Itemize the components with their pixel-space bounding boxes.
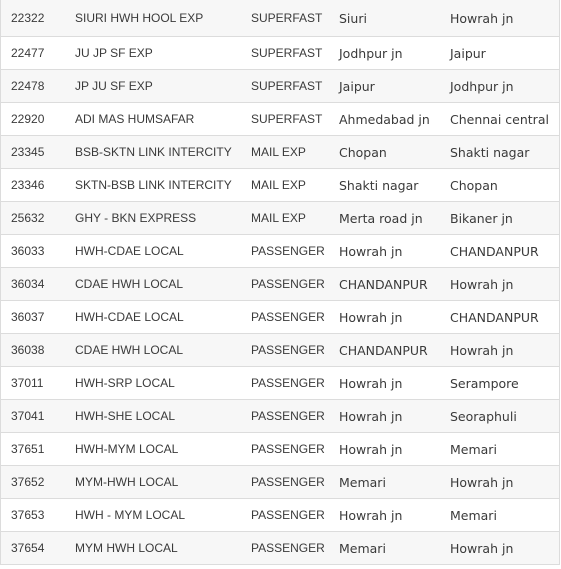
to-station: Chopan <box>450 177 498 193</box>
from-station: Memari <box>339 540 386 556</box>
train-number: 37041 <box>11 409 45 423</box>
table-row[interactable] <box>1 234 559 267</box>
train-type: MAIL EXP <box>251 145 306 159</box>
train-number: 37653 <box>11 508 45 522</box>
train-number: 37011 <box>11 376 44 390</box>
train-number: 36034 <box>11 277 45 291</box>
train-number: 37654 <box>11 541 45 555</box>
train-number: 23345 <box>11 145 45 159</box>
table-row[interactable] <box>1 333 559 366</box>
from-station: Siuri <box>339 10 367 26</box>
train-type: MAIL EXP <box>251 211 306 225</box>
to-station: Memari <box>450 441 497 457</box>
table-row[interactable] <box>1 399 559 432</box>
from-station: Merta road jn <box>339 210 423 226</box>
table-row[interactable] <box>1 201 559 234</box>
train-number: 37651 <box>11 442 45 456</box>
to-station: Jaipur <box>450 45 486 61</box>
table-row[interactable] <box>1 0 559 36</box>
table-row[interactable] <box>1 498 559 531</box>
train-number: 36033 <box>11 244 45 258</box>
from-station: Jaipur <box>339 78 375 94</box>
from-station: CHANDANPUR <box>339 276 428 292</box>
table-row[interactable] <box>1 102 559 135</box>
train-number: 36037 <box>11 310 45 324</box>
train-type: PASSENGER <box>251 310 325 324</box>
train-number: 22322 <box>11 11 45 25</box>
train-name: HWH-SHE LOCAL <box>75 409 176 423</box>
table-row[interactable] <box>1 168 559 201</box>
to-station: Serampore <box>450 375 519 391</box>
train-name: GHY - BKN EXPRESS <box>75 211 197 225</box>
table-row[interactable] <box>1 69 559 102</box>
to-station: Memari <box>450 507 497 523</box>
train-type: PASSENGER <box>251 277 325 291</box>
to-station: Jodhpur jn <box>450 78 514 94</box>
train-type: PASSENGER <box>251 442 325 456</box>
train-type: PASSENGER <box>251 376 325 390</box>
table-row[interactable] <box>1 267 559 300</box>
train-name: MYM-HWH LOCAL <box>75 475 179 489</box>
from-station: Howrah jn <box>339 408 403 424</box>
train-name: MYM HWH LOCAL <box>75 541 178 555</box>
train-name: JP JU SF EXP <box>75 79 153 93</box>
train-type: SUPERFAST <box>251 79 323 93</box>
from-station: Howrah jn <box>339 243 403 259</box>
from-station: Jodhpur jn <box>339 45 403 61</box>
train-name: CDAE HWH LOCAL <box>75 343 184 357</box>
train-name: BSB-SKTN LINK INTERCITY <box>75 145 232 159</box>
train-name: CDAE HWH LOCAL <box>75 277 184 291</box>
from-station: CHANDANPUR <box>339 342 428 358</box>
train-number: 22477 <box>11 46 45 60</box>
table-row[interactable] <box>1 432 559 465</box>
train-type: PASSENGER <box>251 475 325 489</box>
from-station: Howrah jn <box>339 375 403 391</box>
to-station: Shakti nagar <box>450 144 530 160</box>
train-type: PASSENGER <box>251 343 325 357</box>
table-row[interactable] <box>1 465 559 498</box>
from-station: Chopan <box>339 144 387 160</box>
to-station: CHANDANPUR <box>450 309 539 325</box>
train-number: 37652 <box>11 475 45 489</box>
to-station: Howrah jn <box>450 276 514 292</box>
table-row[interactable] <box>1 366 559 399</box>
train-type: SUPERFAST <box>251 112 323 126</box>
table-row[interactable] <box>1 300 559 333</box>
train-number: 25632 <box>11 211 45 225</box>
to-station: Howrah jn <box>450 342 514 358</box>
train-name: HWH-MYM LOCAL <box>75 442 179 456</box>
to-station: Seoraphuli <box>450 408 517 424</box>
train-number: 22478 <box>11 79 45 93</box>
from-station: Shakti nagar <box>339 177 419 193</box>
train-type: PASSENGER <box>251 244 325 258</box>
train-type: PASSENGER <box>251 541 325 555</box>
train-name: ADI MAS HUMSAFAR <box>75 112 195 126</box>
from-station: Memari <box>339 474 386 490</box>
from-station: Howrah jn <box>339 441 403 457</box>
to-station: CHANDANPUR <box>450 243 539 259</box>
train-type: SUPERFAST <box>251 46 323 60</box>
train-name: HWH - MYM LOCAL <box>75 508 186 522</box>
train-name: SKTN-BSB LINK INTERCITY <box>75 178 232 192</box>
to-station: Bikaner jn <box>450 210 513 226</box>
from-station: Howrah jn <box>339 309 403 325</box>
table-row[interactable] <box>1 135 559 168</box>
train-type: PASSENGER <box>251 409 325 423</box>
train-type: SUPERFAST <box>251 11 323 25</box>
to-station: Chennai central <box>450 111 549 127</box>
to-station: Howrah jn <box>450 474 514 490</box>
from-station: Ahmedabad jn <box>339 111 430 127</box>
train-type: PASSENGER <box>251 508 325 522</box>
train-number: 36038 <box>11 343 45 357</box>
train-name: SIURI HWH HOOL EXP <box>75 11 204 25</box>
from-station: Howrah jn <box>339 507 403 523</box>
to-station: Howrah jn <box>450 540 514 556</box>
train-name: HWH-SRP LOCAL <box>75 376 175 390</box>
train-name: HWH-CDAE LOCAL <box>75 310 184 324</box>
table-row[interactable] <box>1 36 559 69</box>
table-row[interactable] <box>1 531 559 564</box>
train-type: MAIL EXP <box>251 178 306 192</box>
train-name: JU JP SF EXP <box>75 46 153 60</box>
train-name: HWH-CDAE LOCAL <box>75 244 184 258</box>
to-station: Howrah jn <box>450 10 514 26</box>
train-number: 23346 <box>11 178 45 192</box>
train-number: 22920 <box>11 112 45 126</box>
